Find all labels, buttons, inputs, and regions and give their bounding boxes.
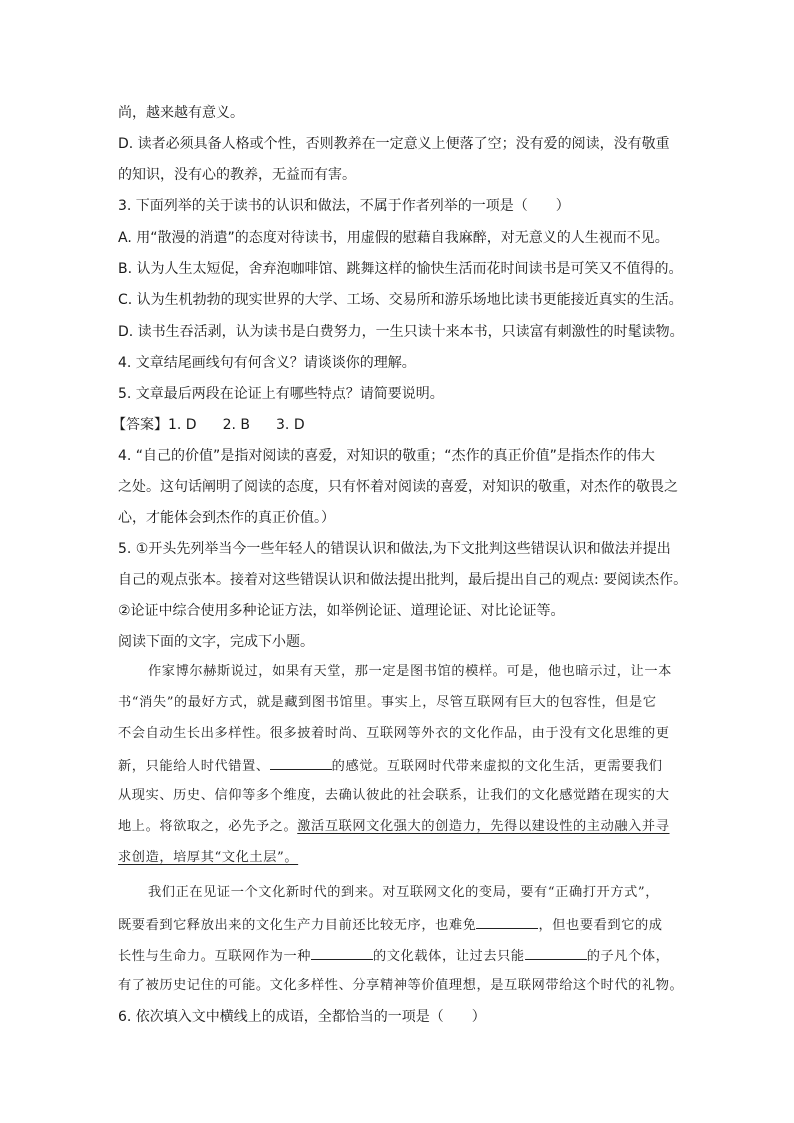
- passage-line: 我们正在见证一个文化新时代的到来。对互联网文化的变局，要有“正确打开方式”，: [148, 885, 660, 900]
- reading-instruction: 阅读下面的文字，完成下小题。: [118, 634, 314, 650]
- option-c: C. 认为生机勃勃的现实世界的大学、工场、交易所和游乐场地比读书更能接近真实的生活。: [118, 292, 683, 308]
- answer-2: 2. B: [222, 417, 251, 433]
- answer-1: 1. D: [168, 417, 197, 433]
- passage-line: 新，只能给人时代错置、 的感觉。互联网时代带来虚拟的文化生活，更需要我们: [118, 755, 663, 777]
- fill-blank: [270, 755, 332, 770]
- passage-line: 从现实、历史、信仰等多个维度，去确认彼此的社会联系，让我们的文化感觉踏在现实的大: [118, 788, 670, 803]
- fill-blank: [476, 914, 538, 929]
- fill-blank: [525, 945, 587, 960]
- passage-line: 长性与生命力。互联网作为一种 的文化载体，让过去只能 的子凡个体，: [118, 945, 669, 967]
- passage-line: 既要看到它释放出来的文化生产力目前还比较无序，也难免 ，但也要看到它的成: [118, 914, 663, 936]
- underlined-sentence: 求创造，培厚其“文化土层”。: [118, 850, 299, 865]
- text-line: D. 读者必须具备人格或个性，否则教养在一定意义上便落了空；没有爱的阅读，没有敬重: [118, 136, 670, 152]
- passage-line: 书“消失”的最好方式，就是藏到图书馆里。事实上，尽管互联网有巨大的包容性，但是它: [118, 695, 657, 710]
- passage-line: 不会自动生长出多样性。很多披着时尚、互联网等外衣的文化作品，由于没有文化思维的更: [118, 726, 670, 741]
- answer-3: 3. D: [276, 417, 305, 433]
- answer-label: 【答案】: [112, 417, 168, 433]
- text-line: 4. “自己的价值”是指对阅读的喜爱，对知识的敬重；“杰作的真正价值”是指杰作的伟大: [118, 448, 655, 464]
- fill-blank: [311, 945, 373, 960]
- passage-line: 有了被历史记住的可能。文化多样性、分享精神等价值理想，是互联网带给这个时代的礼物。: [118, 978, 684, 993]
- option-a: A. 用“散漫的消遣”的态度对待读书，用虚假的慰藉自我麻醉，对无意义的人生视而不见。: [118, 230, 669, 246]
- answer-line: [112, 415, 305, 435]
- question-3: 3. 下面列举的关于读书的认识和做法，不属于作者列举的一项是（ ）: [118, 198, 570, 214]
- text-line: ②论证中综合使用多种论证方法，如举例论证、道理论证、对比论证等。: [118, 603, 565, 619]
- passage-line: 地上。将欲取之，必先予之。激活互联网文化强大的创造力，先得以建设性的主动融入并寻: [118, 819, 670, 834]
- underlined-sentence: 激活互联网文化强大的创造力，先得以建设性的主动融入并寻: [297, 819, 670, 834]
- question-5: 5. 文章最后两段在论证上有哪些特点？请简要说明。: [118, 386, 444, 402]
- text-line: 之处。这句话阐明了阅读的态度，只有怀着对阅读的喜爱，对知识的敬重，对杰作的敬畏之: [118, 479, 678, 495]
- option-d: D. 读书生吞活剥，认为读书是白费努力，一生只读十来本书，只读富有刺激性的时髦读物。: [118, 324, 684, 340]
- passage-line: 作家博尔赫斯说过，如果有天堂，那一定是图书馆的模样。可是，他也暗示过，让一本: [148, 664, 672, 679]
- text-line: 5. ①开头先列举当今一些年轻人的错误认识和做法,为下文批判这些错误认识和做法并提出: [118, 541, 671, 557]
- text-line: 心，才能体会到杰作的真正价值。）: [118, 510, 335, 526]
- option-b: B. 认为人生太短促，舍弃泡咖啡馆、跳舞这样的愉快生活而花时间读书是可笑又不值得的。: [118, 261, 683, 277]
- text-line: 的知识，没有心的教养，无益而有害。: [118, 167, 356, 183]
- question-6: 6. 依次填入文中横线上的成语，全都恰当的一项是（ ）: [118, 1009, 486, 1025]
- question-4: 4. 文章结尾画线句有何含义？请谈谈你的理解。: [118, 355, 416, 371]
- text-line: 自己的观点张本。接着对这些错误认识和做法提出批判，最后提出自己的观点: 要阅读杰作。: [118, 572, 688, 588]
- text-line: 尚，越来越有意义。: [118, 105, 244, 121]
